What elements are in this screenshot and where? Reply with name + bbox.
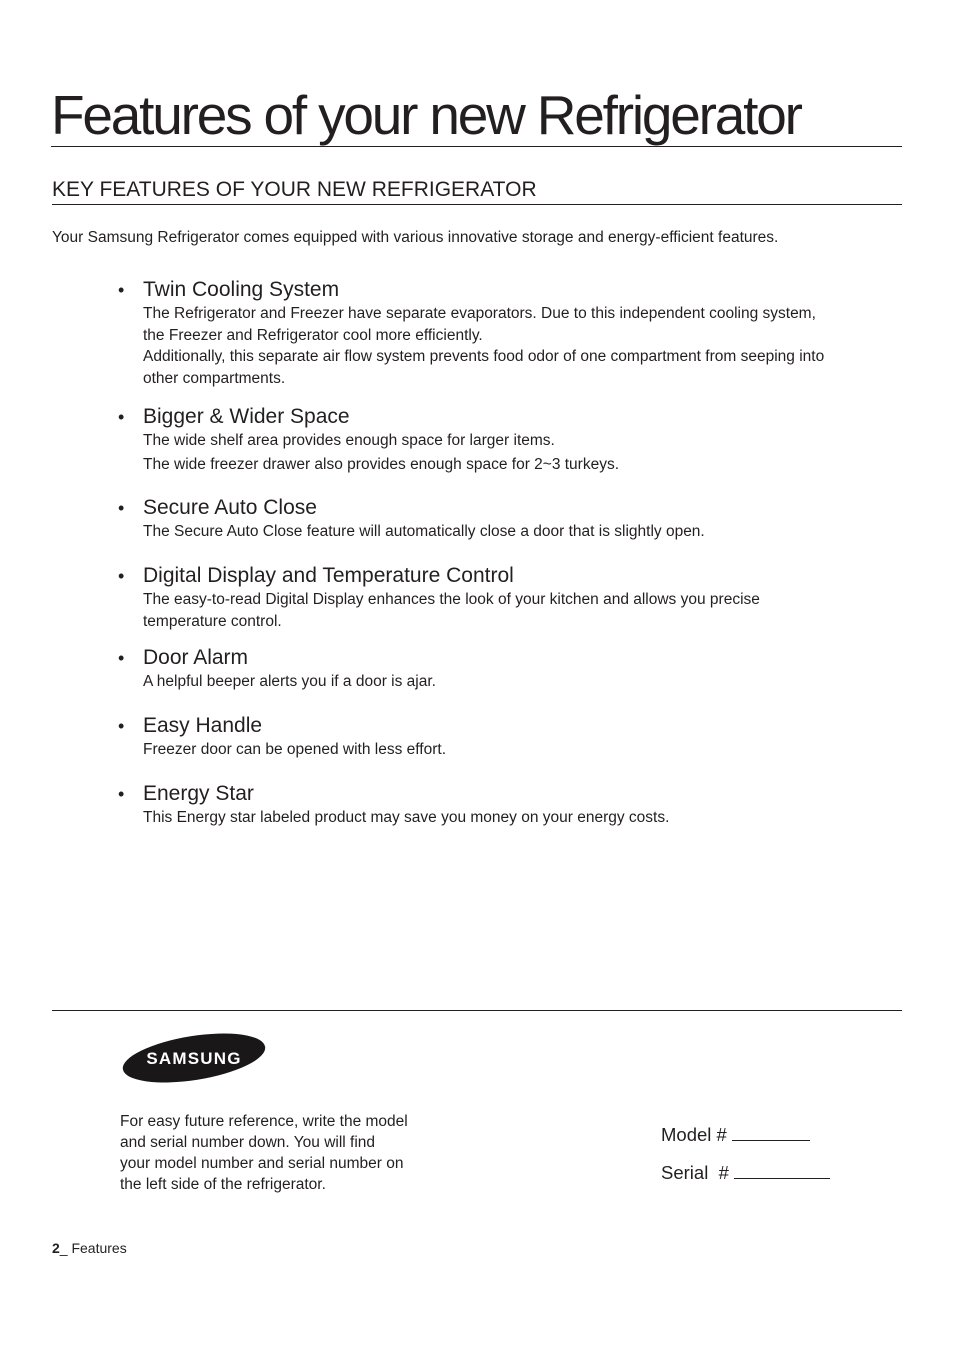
feature-title-text: Door Alarm: [143, 646, 249, 669]
page-footer: [52, 1240, 127, 1256]
feature-bigger-wider-space: [118, 404, 908, 475]
feature-title-text: Energy Star: [143, 782, 254, 805]
serial-label: Serial #: [661, 1162, 729, 1183]
feature-title: [118, 404, 908, 430]
feature-title: [118, 781, 908, 807]
model-blank: [732, 1122, 810, 1141]
bullet-icon: •: [118, 784, 125, 804]
feature-line: Freezer door can be opened with less effort.: [143, 741, 446, 758]
feature-description: [143, 671, 908, 693]
feature-title: [118, 713, 908, 739]
feature-line: The wide freezer drawer also provides enough space for 2~3 turkeys.: [143, 455, 620, 473]
bullet-icon: •: [118, 716, 125, 736]
bullet-icon: •: [118, 498, 125, 518]
feature-line: The Refrigerator and Freezer have separate evaporators. Due to this independent cooling system,: [143, 305, 816, 322]
bullet-icon: •: [118, 566, 125, 586]
feature-line: The easy-to-read Digital Display enhances the look of your kitchen and allows you precise: [143, 591, 760, 608]
feature-description: [143, 521, 908, 543]
reference-line: and serial number down. You will find: [120, 1134, 376, 1151]
serial-number-field: [661, 1160, 830, 1184]
feature-title-text: Twin Cooling System: [143, 278, 340, 301]
reference-note: [120, 1111, 450, 1195]
feature-line: other compartments.: [143, 369, 286, 387]
footer-divider: [52, 1010, 902, 1011]
page-number: 2: [52, 1240, 60, 1256]
reference-line: For easy future reference, write the model: [120, 1113, 408, 1130]
feature-line: The wide shelf area provides enough space for larger items.: [143, 432, 555, 449]
feature-description: [143, 589, 908, 632]
feature-line: A helpful beeper alerts you if a door is ajar.: [143, 673, 436, 690]
feature-title: [118, 277, 908, 303]
feature-twin-cooling: [118, 277, 908, 389]
feature-energy-star: [118, 781, 908, 829]
section-heading: KEY FEATURES OF YOUR NEW REFRIGERATOR: [52, 177, 902, 205]
footer-section: _ Features: [59, 1240, 127, 1256]
feature-line: Additionally, this separate air flow system prevents food odor of one compartment from seeping into: [143, 348, 825, 365]
bullet-icon: •: [118, 407, 125, 427]
logo-text: SAMSUNG: [146, 1049, 242, 1068]
feature-title-text: Secure Auto Close: [143, 496, 317, 519]
feature-description: [143, 430, 908, 475]
feature-door-alarm: [118, 645, 908, 693]
bullet-icon: •: [118, 280, 125, 300]
model-label: Model #: [661, 1124, 727, 1145]
feature-line: This Energy star labeled product may save you money on your energy costs.: [143, 809, 670, 826]
feature-title-text: Digital Display and Temperature Control: [143, 564, 514, 587]
feature-title: [118, 495, 908, 521]
samsung-logo: [121, 1031, 267, 1085]
feature-title: [118, 563, 908, 589]
feature-description: [143, 739, 908, 761]
feature-line: temperature control.: [143, 612, 282, 630]
feature-description: [143, 303, 908, 389]
intro-paragraph: Your Samsung Refrigerator comes equipped with various innovative storage and energy-efficient features.: [52, 229, 779, 246]
feature-title: [118, 645, 908, 671]
feature-title-text: Easy Handle: [143, 714, 263, 737]
feature-line: The Secure Auto Close feature will automatically close a door that is slightly open.: [143, 523, 705, 540]
bullet-icon: •: [118, 648, 125, 668]
model-number-field: [661, 1122, 810, 1146]
feature-line: the Freezer and Refrigerator cool more efficiently.: [143, 326, 483, 344]
feature-digital-display: [118, 563, 908, 632]
feature-easy-handle: [118, 713, 908, 761]
reference-line: the left side of the refrigerator.: [120, 1176, 326, 1193]
reference-line: your model number and serial number on: [120, 1155, 404, 1172]
page-title: Features of your new Refrigerator: [51, 84, 902, 147]
feature-description: [143, 807, 908, 829]
feature-title-text: Bigger & Wider Space: [143, 405, 350, 428]
serial-blank: [734, 1160, 830, 1179]
feature-secure-auto-close: [118, 495, 908, 543]
